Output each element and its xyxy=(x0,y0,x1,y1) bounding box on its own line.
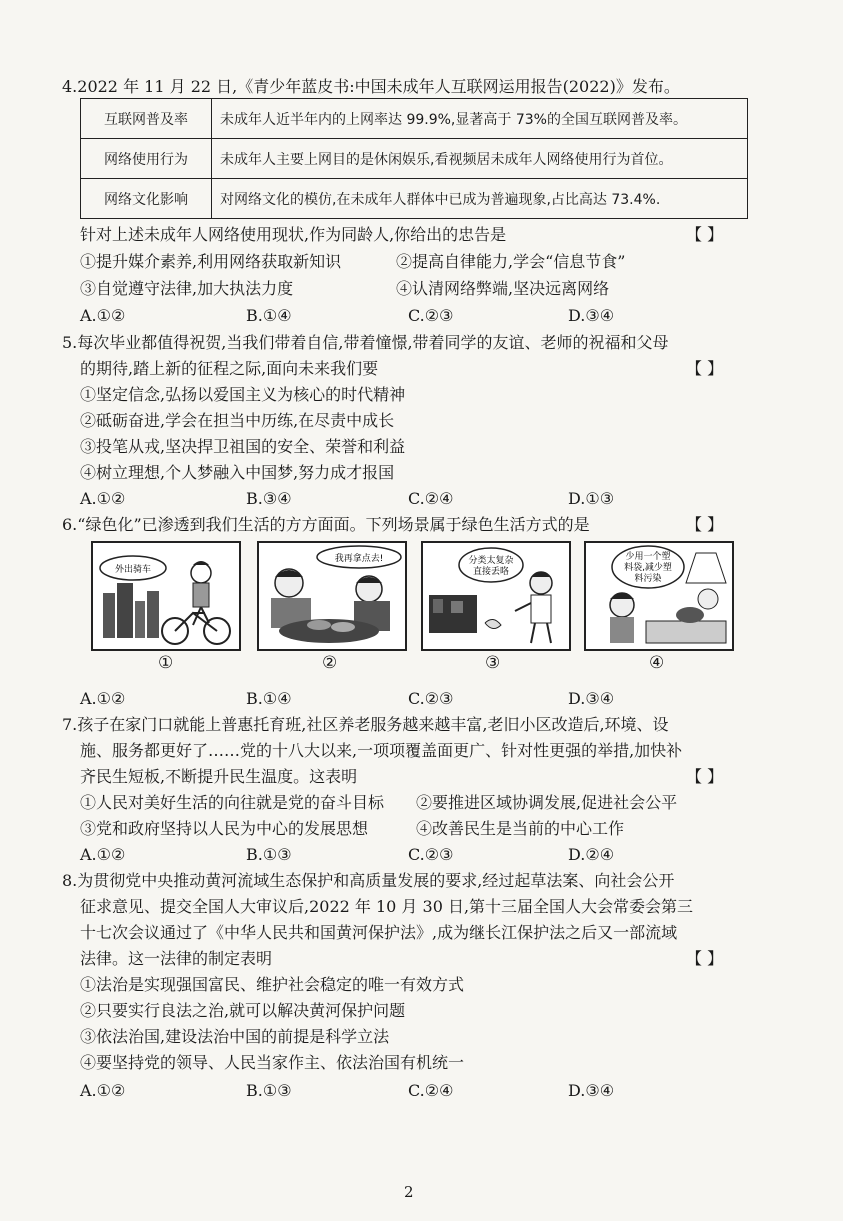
bubble-text: 料袋,减少塑 xyxy=(624,563,672,573)
option-b: B.①④ xyxy=(246,306,292,325)
scene-2-buffet xyxy=(257,541,407,651)
option-c: C.②④ xyxy=(408,1081,454,1100)
option-a: A.①② xyxy=(80,306,126,325)
option-b: B.①③ xyxy=(246,1081,292,1100)
statement-4: ④改善民生是当前的中心工作 xyxy=(416,819,625,838)
statement-3: ③自觉遵守法律,加大执法力度 xyxy=(80,279,294,298)
option-a: A.①② xyxy=(80,489,126,508)
q8-stem-line1: 8.为贯彻党中央推动黄河流域生态保护和高质量发展的要求,经过起草法案、向社会公开 xyxy=(62,871,675,890)
answer-bracket: 【 】 xyxy=(686,225,724,244)
table-row xyxy=(81,179,748,219)
q5-stem-line1: 5.每次毕业都值得祝贺,当我们带着自信,带着憧憬,带着同学的友谊、老师的祝福和父母 xyxy=(62,333,669,352)
table-key: 网络使用行为 xyxy=(81,139,212,179)
answer-bracket: 【 】 xyxy=(686,949,724,968)
statement-2: ②要推进区域协调发展,促进社会公平 xyxy=(416,793,678,812)
table-key: 互联网普及率 xyxy=(81,99,212,139)
option-d: D.③④ xyxy=(568,689,615,708)
q4-question: 针对上述未成年人网络使用现状,作为同龄人,你给出的忠告是 xyxy=(80,225,507,244)
statement-3: ③依法治国,建设法治中国的前提是科学立法 xyxy=(80,1027,390,1046)
statement-4: ④认清网络弊端,坚决远离网络 xyxy=(396,279,610,298)
table-row xyxy=(81,139,748,179)
table-value: 未成年人主要上网目的是休闲娱乐,看视频居未成年人网络使用行为首位。 xyxy=(212,139,748,179)
table-row xyxy=(81,99,748,139)
q8-stem-line3: 十七次会议通过了《中华人民共和国黄河保护法》,成为继长江保护法之后又一部流域 xyxy=(80,923,678,942)
q7-stem-line2: 施、服务都更好了……党的十八大以来,一项项覆盖面更广、针对性更强的举措,加快补 xyxy=(80,741,683,760)
statement-1: ①法治是实现强国富民、维护社会稳定的唯一有效方式 xyxy=(80,975,465,994)
option-d: D.③④ xyxy=(568,1081,615,1100)
option-d: D.①③ xyxy=(568,489,615,508)
option-c: C.②③ xyxy=(408,306,454,325)
statement-4: ④树立理想,个人梦融入中国梦,努力成才报国 xyxy=(80,463,395,482)
option-b: B.③④ xyxy=(246,489,292,508)
picture-label-4: ④ xyxy=(649,653,665,673)
statement-3: ③党和政府坚持以人民为中心的发展思想 xyxy=(80,819,369,838)
option-c: C.②③ xyxy=(408,689,454,708)
scene-3-littering xyxy=(421,541,571,651)
q4-stem: 4.2022 年 11 月 22 日,《青少年蓝皮书:中国未成年人互联网运用报告(2022)》发布。 xyxy=(62,77,680,96)
option-c: C.②④ xyxy=(408,489,454,508)
answer-bracket: 【 】 xyxy=(686,767,724,786)
bubble-text: 外出骑车 xyxy=(114,565,152,575)
table-value: 未成年人近半年内的上网率达 99.9%,显著高于 73%的全国互联网普及率。 xyxy=(212,99,748,139)
option-b: B.①③ xyxy=(246,845,292,864)
bubble-text: 我再拿点去! xyxy=(334,554,384,564)
q5-stem-line2: 的期待,踏上新的征程之际,面向未来我们要 xyxy=(80,359,379,378)
statement-2: ②砥砺奋进,学会在担当中历练,在尽责中成长 xyxy=(80,411,395,430)
bubble-text: 料污染 xyxy=(634,574,662,584)
bubble-text: 直接丢咯 xyxy=(472,567,510,577)
q4-table xyxy=(80,98,748,219)
scene-4-shopping xyxy=(584,541,734,651)
option-a: A.①② xyxy=(80,689,126,708)
statement-2: ②提高自律能力,学会“信息节食” xyxy=(396,252,626,271)
q7-stem-line3: 齐民生短板,不断提升民生温度。这表明 xyxy=(80,767,358,786)
bubble-text: 分类太复杂 xyxy=(468,556,514,566)
q7-stem-line1: 7.孩子在家门口就能上普惠托育班,社区养老服务越来越丰富,老旧小区改造后,环境、设 xyxy=(62,715,669,734)
q6-stem: 6.“绿色化”已渗透到我们生活的方方面面。下列场景属于绿色生活方式的是 xyxy=(62,515,590,534)
picture-label-1: ① xyxy=(158,653,174,673)
bubble-text: 少用一个塑 xyxy=(625,552,671,562)
picture-label-3: ③ xyxy=(485,653,501,673)
statement-2: ②只要实行良法之治,就可以解决黄河保护问题 xyxy=(80,1001,406,1020)
statement-3: ③投笔从戎,坚决捍卫祖国的安全、荣誉和利益 xyxy=(80,437,406,456)
q8-stem-line4: 法律。这一法律的制定表明 xyxy=(80,949,273,968)
picture-label-2: ② xyxy=(322,653,338,673)
table-value: 对网络文化的模仿,在未成年人群体中已成为普遍现象,占比高达 73.4%. xyxy=(212,179,748,219)
statement-1: ①人民对美好生活的向往就是党的奋斗目标 xyxy=(80,793,385,812)
option-d: D.③④ xyxy=(568,306,615,325)
option-d: D.②④ xyxy=(568,845,615,864)
scene-1-cycling xyxy=(91,541,241,651)
option-b: B.①④ xyxy=(246,689,292,708)
statement-1: ①提升媒介素养,利用网络获取新知识 xyxy=(80,252,342,271)
answer-bracket: 【 】 xyxy=(686,359,724,378)
option-a: A.①② xyxy=(80,1081,126,1100)
answer-bracket: 【 】 xyxy=(686,515,724,534)
statement-4: ④要坚持党的领导、人民当家作主、依法治国有机统一 xyxy=(80,1053,465,1072)
option-a: A.①② xyxy=(80,845,126,864)
statement-1: ①坚定信念,弘扬以爱国主义为核心的时代精神 xyxy=(80,385,406,404)
option-c: C.②③ xyxy=(408,845,454,864)
page-number: 2 xyxy=(404,1183,414,1201)
table-key: 网络文化影响 xyxy=(81,179,212,219)
q8-stem-line2: 征求意见、提交全国人大审议后,2022 年 10 月 30 日,第十三届全国人大会常委会第三 xyxy=(80,897,694,916)
